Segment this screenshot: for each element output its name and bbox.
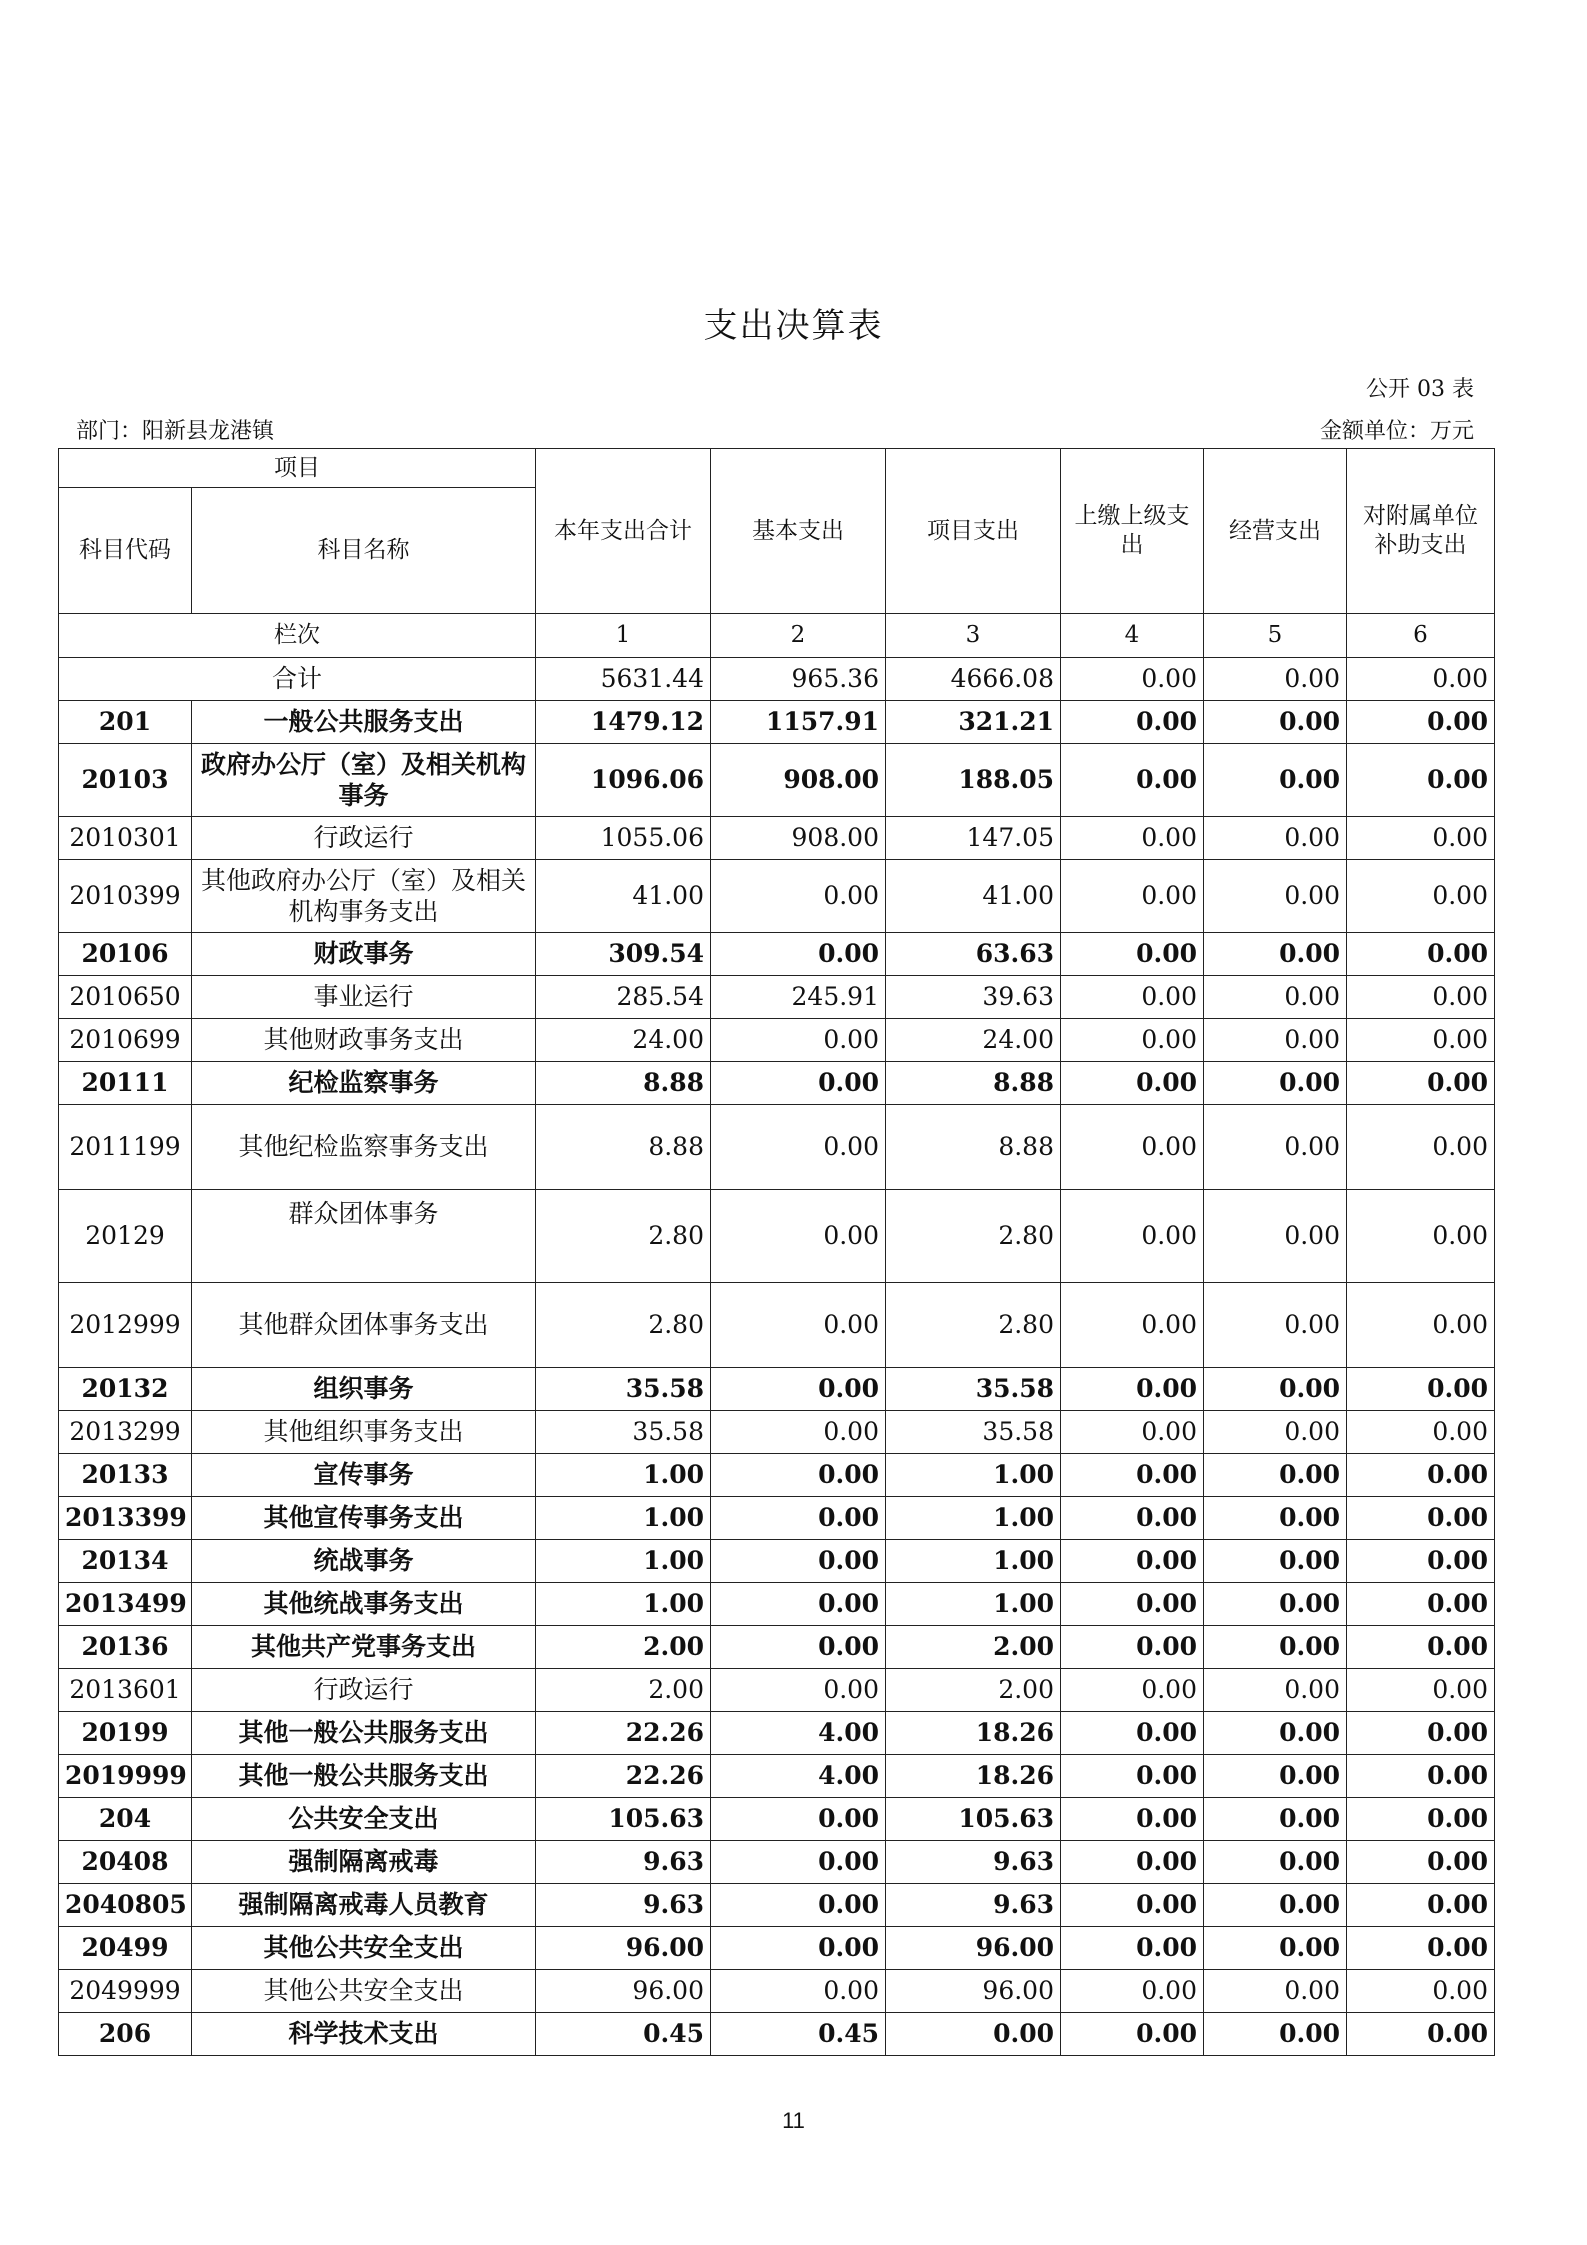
amount-cell: 1.00 — [536, 1540, 711, 1583]
summary-value: 0.00 — [1347, 658, 1495, 701]
summary-value: 0.00 — [1061, 658, 1204, 701]
subject-code: 20136 — [59, 1626, 192, 1669]
table-row — [59, 976, 1495, 1019]
amount-cell: 2.00 — [536, 1626, 711, 1669]
header-code: 科目代码 — [59, 488, 192, 614]
subject-code: 2013499 — [59, 1583, 192, 1626]
amount-cell: 0.00 — [1061, 1019, 1204, 1062]
amount-cell: 1.00 — [886, 1497, 1061, 1540]
amount-cell: 0.00 — [1347, 817, 1495, 860]
subject-name: 纪检监察事务 — [192, 1062, 536, 1105]
table-row — [59, 1105, 1495, 1190]
subject-name: 行政运行 — [192, 817, 536, 860]
amount-cell: 22.26 — [536, 1712, 711, 1755]
amount-cell: 9.63 — [536, 1841, 711, 1884]
subject-name: 统战事务 — [192, 1540, 536, 1583]
amount-cell: 2.80 — [886, 1190, 1061, 1283]
subject-code: 20199 — [59, 1712, 192, 1755]
amount-cell: 35.58 — [886, 1368, 1061, 1411]
amount-cell: 0.00 — [711, 1884, 886, 1927]
amount-cell: 0.00 — [711, 1019, 886, 1062]
amount-cell: 24.00 — [536, 1019, 711, 1062]
amount-cell: 0.00 — [1061, 1454, 1204, 1497]
table-row — [59, 1583, 1495, 1626]
subject-code: 2010650 — [59, 976, 192, 1019]
amount-cell: 0.00 — [711, 1626, 886, 1669]
amount-cell: 0.00 — [1204, 933, 1347, 976]
amount-cell: 309.54 — [536, 933, 711, 976]
table-row — [59, 1190, 1495, 1283]
amount-cell: 0.00 — [711, 860, 886, 933]
amount-cell: 0.00 — [1061, 1841, 1204, 1884]
department-label: 部门：阳新县龙港镇 — [76, 419, 275, 444]
header-name: 科目名称 — [192, 488, 536, 614]
table-row — [59, 1540, 1495, 1583]
amount-cell: 0.00 — [1204, 817, 1347, 860]
amount-cell: 147.05 — [886, 817, 1061, 860]
amount-cell: 0.00 — [1061, 1712, 1204, 1755]
amount-cell: 0.00 — [711, 1454, 886, 1497]
amount-cell: 0.00 — [1061, 701, 1204, 744]
amount-cell: 4.00 — [711, 1755, 886, 1798]
subject-name: 财政事务 — [192, 933, 536, 976]
amount-cell: 105.63 — [886, 1798, 1061, 1841]
amount-cell: 0.00 — [711, 1540, 886, 1583]
amount-cell: 0.00 — [1347, 976, 1495, 1019]
amount-cell: 1479.12 — [536, 701, 711, 744]
amount-cell: 0.00 — [1061, 817, 1204, 860]
amount-cell: 9.63 — [886, 1884, 1061, 1927]
amount-cell: 0.00 — [1204, 1712, 1347, 1755]
amount-cell: 0.00 — [711, 1669, 886, 1712]
amount-cell: 0.00 — [1061, 1798, 1204, 1841]
amount-cell: 0.00 — [1204, 976, 1347, 1019]
subject-name: 其他政府办公厅（室）及相关机构事务支出 — [192, 860, 536, 933]
table-row — [59, 1970, 1495, 2013]
amount-cell: 2.80 — [886, 1283, 1061, 1368]
amount-cell: 35.58 — [536, 1368, 711, 1411]
amount-cell: 0.00 — [1204, 1927, 1347, 1970]
table-row — [59, 1368, 1495, 1411]
amount-cell: 0.00 — [1347, 1062, 1495, 1105]
subject-code: 2012999 — [59, 1283, 192, 1368]
amount-cell: 0.00 — [1347, 744, 1495, 817]
subject-code: 201 — [59, 701, 192, 744]
subject-name: 其他财政事务支出 — [192, 1019, 536, 1062]
amount-cell: 0.00 — [1061, 1190, 1204, 1283]
amount-cell: 18.26 — [886, 1712, 1061, 1755]
table-row — [59, 2013, 1495, 2056]
amount-cell: 0.00 — [1061, 1669, 1204, 1712]
amount-cell: 39.63 — [886, 976, 1061, 1019]
amount-cell: 1.00 — [886, 1454, 1061, 1497]
amount-cell: 8.88 — [886, 1062, 1061, 1105]
amount-cell: 285.54 — [536, 976, 711, 1019]
subject-name: 组织事务 — [192, 1368, 536, 1411]
subject-code: 20408 — [59, 1841, 192, 1884]
amount-cell: 0.00 — [1347, 1454, 1495, 1497]
amount-cell: 0.00 — [1061, 1755, 1204, 1798]
amount-cell: 24.00 — [886, 1019, 1061, 1062]
amount-cell: 0.00 — [711, 1411, 886, 1454]
amount-cell: 0.00 — [711, 1283, 886, 1368]
subject-name: 其他群众团体事务支出 — [192, 1283, 536, 1368]
table-row — [59, 1019, 1495, 1062]
subject-code: 2010301 — [59, 817, 192, 860]
amount-cell: 0.00 — [1061, 1970, 1204, 2013]
subject-name: 其他统战事务支出 — [192, 1583, 536, 1626]
amount-cell: 0.00 — [1204, 744, 1347, 817]
amount-cell: 0.00 — [1061, 1540, 1204, 1583]
amount-cell: 22.26 — [536, 1755, 711, 1798]
summary-value: 4666.08 — [886, 658, 1061, 701]
subject-code: 2013601 — [59, 1669, 192, 1712]
summary-label: 合计 — [59, 658, 536, 701]
amount-cell: 0.00 — [1061, 976, 1204, 1019]
table-row — [59, 1841, 1495, 1884]
amount-cell: 8.88 — [536, 1062, 711, 1105]
lane-number: 6 — [1347, 614, 1495, 658]
amount-cell: 0.00 — [1061, 2013, 1204, 2056]
amount-cell: 0.00 — [1347, 1884, 1495, 1927]
amount-cell: 4.00 — [711, 1712, 886, 1755]
amount-cell: 0.00 — [1204, 1583, 1347, 1626]
subject-name: 其他组织事务支出 — [192, 1411, 536, 1454]
header-basic: 基本支出 — [711, 449, 886, 614]
amount-cell: 96.00 — [536, 1970, 711, 2013]
amount-cell: 0.00 — [1347, 2013, 1495, 2056]
amount-cell: 0.00 — [1347, 1019, 1495, 1062]
amount-cell: 1.00 — [536, 1583, 711, 1626]
amount-cell: 2.00 — [536, 1669, 711, 1712]
amount-cell: 0.00 — [711, 1583, 886, 1626]
lane-number: 3 — [886, 614, 1061, 658]
subject-name: 其他宣传事务支出 — [192, 1497, 536, 1540]
table-row — [59, 1669, 1495, 1712]
amount-cell: 9.63 — [886, 1841, 1061, 1884]
amount-cell: 0.00 — [1347, 1411, 1495, 1454]
header-total: 本年支出合计 — [536, 449, 711, 614]
subject-code: 20132 — [59, 1368, 192, 1411]
amount-cell: 8.88 — [886, 1105, 1061, 1190]
table-row — [59, 1062, 1495, 1105]
amount-cell: 0.00 — [1204, 1970, 1347, 2013]
lane-number: 1 — [536, 614, 711, 658]
amount-cell: 0.00 — [1204, 1105, 1347, 1190]
amount-cell: 0.00 — [1347, 1283, 1495, 1368]
amount-cell: 0.00 — [1061, 1497, 1204, 1540]
amount-cell: 0.00 — [1061, 1583, 1204, 1626]
subject-code: 20133 — [59, 1454, 192, 1497]
amount-cell: 1157.91 — [711, 701, 886, 744]
amount-cell: 63.63 — [886, 933, 1061, 976]
amount-cell: 0.00 — [1347, 860, 1495, 933]
amount-cell: 1.00 — [536, 1497, 711, 1540]
subject-code: 2010399 — [59, 860, 192, 933]
subject-name: 强制隔离戒毒人员教育 — [192, 1884, 536, 1927]
lane-number: 5 — [1204, 614, 1347, 658]
amount-cell: 0.00 — [1347, 1497, 1495, 1540]
subject-name: 行政运行 — [192, 1669, 536, 1712]
subject-name: 一般公共服务支出 — [192, 701, 536, 744]
amount-cell: 245.91 — [711, 976, 886, 1019]
amount-cell: 0.00 — [1061, 1283, 1204, 1368]
amount-cell: 8.88 — [536, 1105, 711, 1190]
amount-cell: 0.00 — [1204, 1411, 1347, 1454]
amount-cell: 0.00 — [1347, 1841, 1495, 1884]
subject-code: 20103 — [59, 744, 192, 817]
amount-cell: 0.00 — [1347, 933, 1495, 976]
amount-cell: 0.00 — [1204, 1669, 1347, 1712]
amount-cell: 0.00 — [1061, 1626, 1204, 1669]
form-number: 公开 03 表 — [1366, 377, 1474, 402]
amount-cell: 0.00 — [1061, 1062, 1204, 1105]
amount-cell: 35.58 — [536, 1411, 711, 1454]
subject-name: 事业运行 — [192, 976, 536, 1019]
subject-name: 其他共产党事务支出 — [192, 1626, 536, 1669]
amount-cell: 105.63 — [536, 1798, 711, 1841]
amount-cell: 0.00 — [1204, 1062, 1347, 1105]
page-title: 支出决算表 — [703, 306, 884, 346]
amount-cell: 2.00 — [886, 1626, 1061, 1669]
amount-cell: 0.00 — [1204, 1190, 1347, 1283]
amount-cell: 0.00 — [1347, 1712, 1495, 1755]
subject-code: 20499 — [59, 1927, 192, 1970]
amount-cell: 0.00 — [1347, 1669, 1495, 1712]
amount-cell: 0.00 — [1347, 1927, 1495, 1970]
amount-cell: 0.00 — [711, 1190, 886, 1283]
amount-cell: 0.00 — [1061, 1411, 1204, 1454]
amount-cell: 0.00 — [1347, 1540, 1495, 1583]
header-subsidy: 对附属单位补助支出 — [1347, 449, 1495, 614]
amount-cell: 0.00 — [711, 1497, 886, 1540]
amount-cell: 0.00 — [1204, 1454, 1347, 1497]
subject-code: 20106 — [59, 933, 192, 976]
subject-name: 强制隔离戒毒 — [192, 1841, 536, 1884]
table-row — [59, 1755, 1495, 1798]
subject-name: 宣传事务 — [192, 1454, 536, 1497]
table-row — [59, 860, 1495, 933]
amount-cell: 0.00 — [1204, 1884, 1347, 1927]
amount-cell: 0.00 — [1347, 1970, 1495, 2013]
subject-code: 2019999 — [59, 1755, 192, 1798]
amount-cell: 1096.06 — [536, 744, 711, 817]
subject-name: 其他一般公共服务支出 — [192, 1755, 536, 1798]
header-item: 项目支出 — [886, 449, 1061, 614]
amount-cell: 908.00 — [711, 744, 886, 817]
amount-cell: 1.00 — [886, 1540, 1061, 1583]
table-row — [59, 1283, 1495, 1368]
subject-code: 20134 — [59, 1540, 192, 1583]
amount-cell: 0.00 — [1204, 1755, 1347, 1798]
subject-code: 204 — [59, 1798, 192, 1841]
subject-name: 科学技术支出 — [192, 2013, 536, 2056]
amount-cell: 908.00 — [711, 817, 886, 860]
amount-cell: 0.00 — [1204, 1283, 1347, 1368]
subject-code: 2040805 — [59, 1884, 192, 1927]
lane-number: 2 — [711, 614, 886, 658]
amount-cell: 0.00 — [1061, 1927, 1204, 1970]
subject-name: 公共安全支出 — [192, 1798, 536, 1841]
subject-code: 20129 — [59, 1190, 192, 1283]
amount-cell: 18.26 — [886, 1755, 1061, 1798]
table-row — [59, 1798, 1495, 1841]
table-row — [59, 1411, 1495, 1454]
amount-unit-label: 金额单位：万元 — [1319, 419, 1474, 444]
table-row — [59, 1927, 1495, 1970]
subject-code: 206 — [59, 2013, 192, 2056]
amount-cell: 96.00 — [886, 1927, 1061, 1970]
amount-cell: 0.00 — [1061, 1884, 1204, 1927]
amount-cell: 0.00 — [711, 1841, 886, 1884]
amount-cell: 0.00 — [886, 2013, 1061, 2056]
amount-cell: 35.58 — [886, 1411, 1061, 1454]
amount-cell: 188.05 — [886, 744, 1061, 817]
amount-cell: 96.00 — [536, 1927, 711, 1970]
amount-cell: 0.00 — [1061, 1368, 1204, 1411]
summary-value: 0.00 — [1204, 658, 1347, 701]
amount-cell: 0.00 — [711, 1798, 886, 1841]
subject-name: 政府办公厅（室）及相关机构事务 — [192, 744, 536, 817]
amount-cell: 0.00 — [711, 1062, 886, 1105]
subject-name: 群众团体事务 — [192, 1190, 536, 1283]
amount-cell: 0.00 — [1204, 1798, 1347, 1841]
amount-cell: 0.45 — [711, 2013, 886, 2056]
amount-cell: 0.00 — [1204, 860, 1347, 933]
amount-cell: 0.00 — [711, 933, 886, 976]
subject-name: 其他公共安全支出 — [192, 1970, 536, 2013]
header-upper: 上缴上级支出 — [1061, 449, 1204, 614]
amount-cell: 0.00 — [1204, 1497, 1347, 1540]
table-row — [59, 744, 1495, 817]
amount-cell: 9.63 — [536, 1884, 711, 1927]
header-project: 项目 — [59, 449, 536, 488]
amount-cell: 0.00 — [1347, 1583, 1495, 1626]
amount-cell: 0.00 — [1061, 860, 1204, 933]
amount-cell: 96.00 — [886, 1970, 1061, 2013]
amount-cell: 0.00 — [711, 1105, 886, 1190]
summary-value: 965.36 — [711, 658, 886, 701]
amount-cell: 1.00 — [536, 1454, 711, 1497]
table-row — [59, 1884, 1495, 1927]
table-row — [59, 933, 1495, 976]
amount-cell: 0.00 — [1204, 1841, 1347, 1884]
subject-name: 其他公共安全支出 — [192, 1927, 536, 1970]
subject-code: 2013299 — [59, 1411, 192, 1454]
header-lane: 栏次 — [59, 614, 536, 658]
amount-cell: 1055.06 — [536, 817, 711, 860]
amount-cell: 41.00 — [886, 860, 1061, 933]
expenditure-table — [58, 448, 1495, 2056]
amount-cell: 0.00 — [1204, 1540, 1347, 1583]
subject-code: 2010699 — [59, 1019, 192, 1062]
amount-cell: 0.00 — [1347, 1626, 1495, 1669]
amount-cell: 0.00 — [1204, 1368, 1347, 1411]
page-number: 11 — [782, 2108, 805, 2133]
subject-code: 20111 — [59, 1062, 192, 1105]
amount-cell: 0.00 — [1347, 1755, 1495, 1798]
amount-cell: 0.00 — [711, 1368, 886, 1411]
table-row — [59, 1712, 1495, 1755]
table-row — [59, 1454, 1495, 1497]
amount-cell: 0.00 — [1347, 1105, 1495, 1190]
header-business: 经营支出 — [1204, 449, 1347, 614]
amount-cell: 321.21 — [886, 701, 1061, 744]
subject-code: 2049999 — [59, 1970, 192, 2013]
subject-code: 2011199 — [59, 1105, 192, 1190]
amount-cell: 0.00 — [1347, 701, 1495, 744]
amount-cell: 0.00 — [1061, 933, 1204, 976]
amount-cell: 2.00 — [886, 1669, 1061, 1712]
amount-cell: 0.00 — [1347, 1368, 1495, 1411]
amount-cell: 0.00 — [1204, 701, 1347, 744]
amount-cell: 0.00 — [1347, 1798, 1495, 1841]
amount-cell: 0.00 — [1204, 1019, 1347, 1062]
amount-cell: 0.00 — [1204, 1626, 1347, 1669]
subject-name: 其他纪检监察事务支出 — [192, 1105, 536, 1190]
lane-number: 4 — [1061, 614, 1204, 658]
table-row — [59, 1626, 1495, 1669]
amount-cell: 0.00 — [1061, 1105, 1204, 1190]
amount-cell: 2.80 — [536, 1283, 711, 1368]
amount-cell: 0.00 — [1347, 1190, 1495, 1283]
amount-cell: 0.00 — [711, 1970, 886, 2013]
amount-cell: 0.00 — [1061, 744, 1204, 817]
subject-code: 2013399 — [59, 1497, 192, 1540]
amount-cell: 0.00 — [711, 1927, 886, 1970]
summary-row — [59, 658, 1495, 701]
amount-cell: 0.45 — [536, 2013, 711, 2056]
amount-cell: 1.00 — [886, 1583, 1061, 1626]
table-row — [59, 1497, 1495, 1540]
summary-value: 5631.44 — [536, 658, 711, 701]
amount-cell: 0.00 — [1204, 2013, 1347, 2056]
amount-cell: 2.80 — [536, 1190, 711, 1283]
table-row — [59, 701, 1495, 744]
table-row — [59, 817, 1495, 860]
subject-name: 其他一般公共服务支出 — [192, 1712, 536, 1755]
amount-cell: 41.00 — [536, 860, 711, 933]
